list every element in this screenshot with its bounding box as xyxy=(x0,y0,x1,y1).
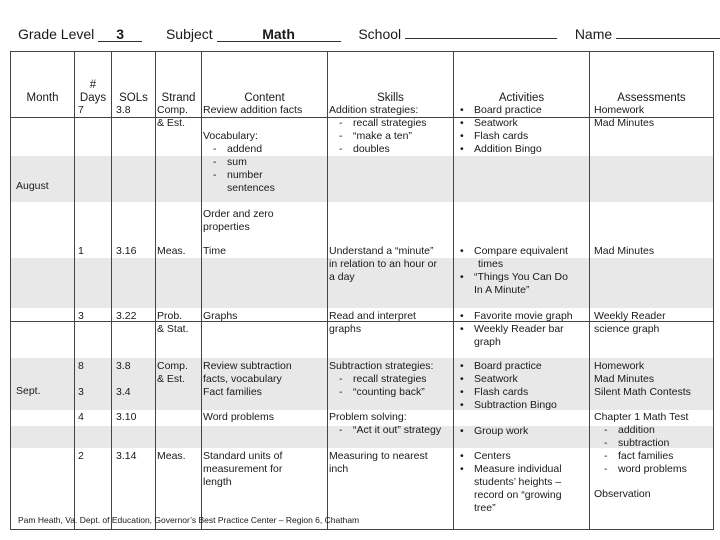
col-month: Month xyxy=(11,52,75,118)
strand-cell: Meas. xyxy=(157,450,186,462)
month-august: August xyxy=(16,180,49,192)
content-cell: Review subtraction facts, vocabulary Fact families xyxy=(203,360,292,398)
days-cell: 4 xyxy=(78,411,84,423)
col-sols: SOLs xyxy=(112,52,156,118)
activities-cell: • Favorite movie graph • Weekly Reader bar graph xyxy=(458,310,573,349)
subject-field[interactable]: Math xyxy=(217,27,341,42)
assessments-cell: Mad Minutes xyxy=(594,245,655,257)
content-cell: Review addition facts Vocabulary: - addend - sum - number sentences Order and zero properties xyxy=(203,104,302,234)
skills-cell: Subtraction strategies: - recall strategies - “counting back” xyxy=(329,360,433,399)
activities-cell: • Board practice • Seatwork • Flash cards • Addition Bingo xyxy=(458,104,542,154)
assessments-cell: Homework Mad Minutes xyxy=(594,104,655,129)
col-content: Content xyxy=(202,52,328,118)
strand-cell: Prob. & Stat. xyxy=(157,310,189,335)
form-header xyxy=(18,24,720,42)
assessments-cell: Observation xyxy=(594,488,651,500)
school-label: School xyxy=(358,26,402,42)
days-cell: 8 3 xyxy=(78,360,84,398)
grade-field[interactable]: 3 xyxy=(98,27,142,42)
school-field[interactable] xyxy=(405,24,557,39)
assessments-cell: Homework Mad Minutes Silent Math Contests xyxy=(594,360,691,398)
sol-cell: 3.16 xyxy=(116,245,137,257)
name-label: Name xyxy=(574,26,613,42)
grade-label: Grade Level xyxy=(18,26,95,42)
sol-cell: 3.8 3.4 xyxy=(116,360,131,398)
name-field[interactable] xyxy=(616,24,720,39)
sol-cell: 3.22 xyxy=(116,310,137,322)
strand-cell: Meas. xyxy=(157,245,186,257)
skills-cell: Read and interpret graphs xyxy=(329,310,416,335)
activities-cell: • Compare equivalent times • “Things You Can Do In A Minute” xyxy=(458,245,568,297)
content-cell: Time xyxy=(203,245,226,257)
days-cell: 2 xyxy=(78,450,84,462)
month-sept: Sept. xyxy=(16,385,41,397)
content-cell: Standard units of measurement for length xyxy=(203,450,283,488)
assessments-cell: Weekly Reader science graph xyxy=(594,310,666,335)
skills-cell: Understand a “minute” in relation to an hour or a day xyxy=(329,245,437,283)
col-assessments: Assessments xyxy=(590,52,714,118)
days-cell: 1 xyxy=(78,245,84,257)
sol-cell: 3.10 xyxy=(116,411,137,423)
col-skills: Skills xyxy=(328,52,454,118)
col-days: # Days xyxy=(75,52,112,118)
assessments-cell: Chapter 1 Math Test - addition - subtraction - fact families - word problems xyxy=(594,411,688,476)
col-strand: Strand xyxy=(156,52,202,118)
activities-cell: • Board practice • Seatwork • Flash cards • Subtraction Bingo xyxy=(458,360,557,412)
col-activities: Activities xyxy=(454,52,590,118)
sol-cell: 3.8 xyxy=(116,104,131,116)
strand-cell: Comp. & Est. xyxy=(157,104,188,129)
activities-cell: • Centers • Measure individual students’ heights – record on “growing tree” xyxy=(458,450,562,515)
content-cell: Graphs xyxy=(203,310,238,322)
content-cell: Word problems xyxy=(203,411,274,423)
footer-credit: Pam Heath, Va. Dept. of Education, Governor’s Best Practice Center – Region 6, Chatham xyxy=(18,515,360,525)
sol-cell: 3.14 xyxy=(116,450,137,462)
strand-cell: Comp. & Est. xyxy=(157,360,188,385)
activities-cell: • Group work xyxy=(458,425,528,438)
subject-label: Subject xyxy=(165,26,213,42)
skills-cell: Measuring to nearest inch xyxy=(329,450,428,475)
days-cell: 3 xyxy=(78,310,84,322)
days-cell: 7 xyxy=(78,104,84,116)
skills-cell: Problem solving: - “Act it out” strategy xyxy=(329,411,441,437)
skills-cell: Addition strategies: - recall strategies - “make a ten” - doubles xyxy=(329,104,427,156)
